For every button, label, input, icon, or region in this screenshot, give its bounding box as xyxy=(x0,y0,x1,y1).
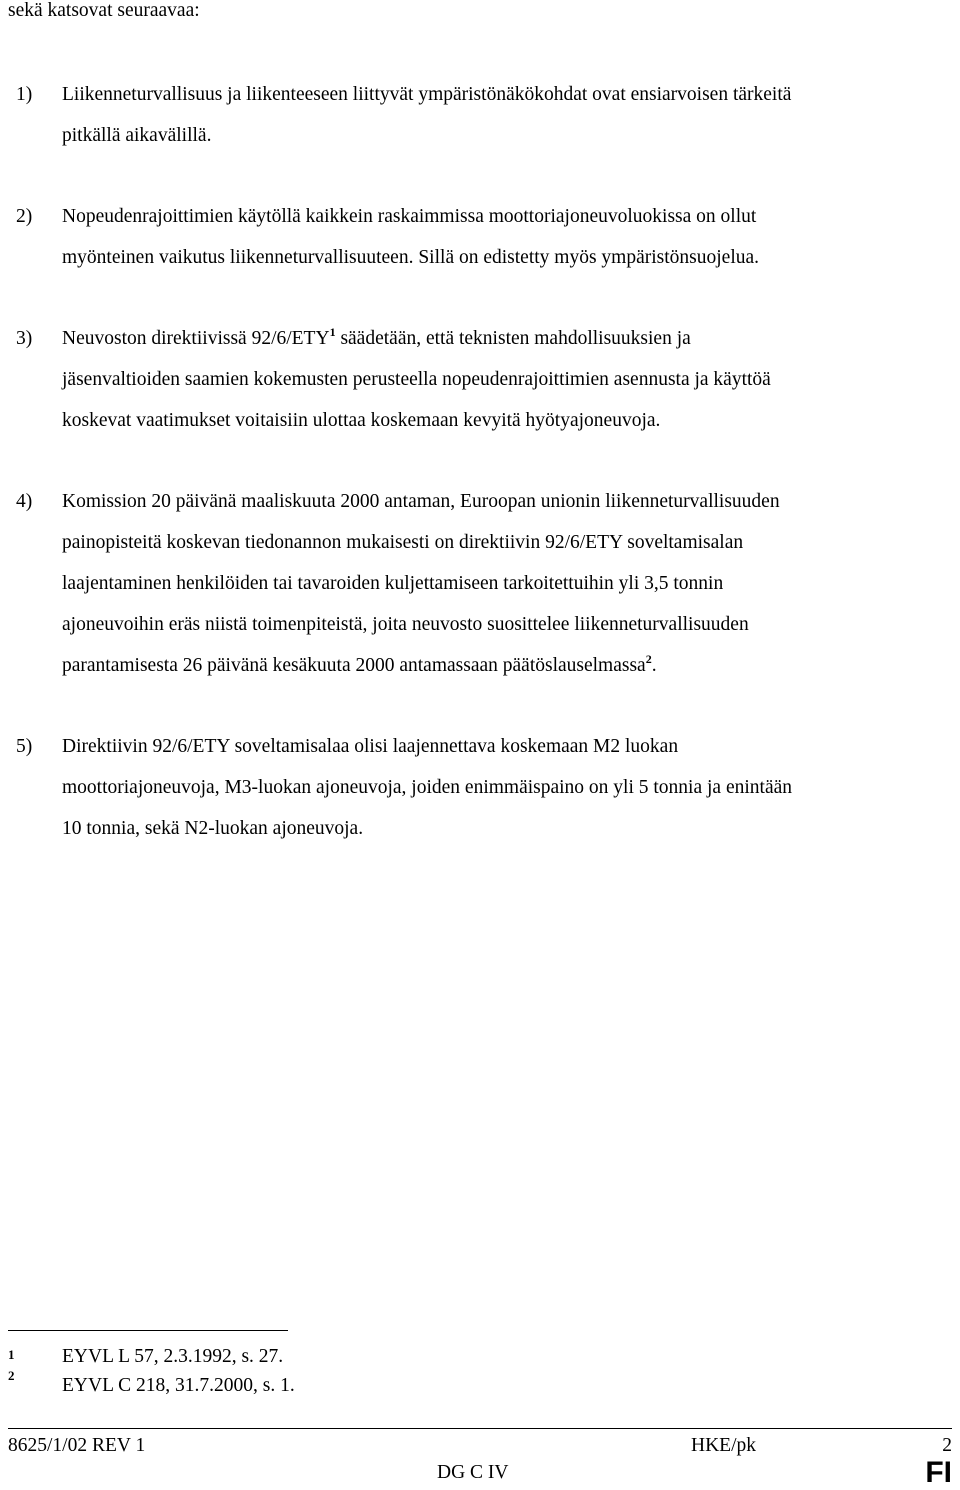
item-line: Nopeudenrajoittimien käytöllä kaikkein raskaimmissa moottoriajoneuvoluokissa on ollut xyxy=(62,206,757,227)
page-number: 2 xyxy=(942,1435,952,1456)
language-code: FI xyxy=(925,1456,952,1489)
document-reference: 8625/1/02 REV 1 xyxy=(8,1435,146,1456)
item-line: ajoneuvoihin eräs niistä toimenpiteistä, joita neuvosto suosittelee liikenneturvallisuuden xyxy=(62,614,749,635)
footnote-separator xyxy=(8,1330,288,1331)
item-line: myönteinen vaikutus liikenneturvallisuuteen. Sillä on edistetty myös ympäristönsuojelua. xyxy=(62,247,760,268)
footnote-2: EYVL C 218, 31.7.2000, s. 1. xyxy=(62,1375,295,1396)
item-number: 3) xyxy=(16,328,33,349)
author-initials: HKE/pk xyxy=(691,1435,756,1456)
item-line: moottoriajoneuvoja, M3-luokan ajoneuvoja, joiden enimmäispaino on yli 5 tonnia ja enintään xyxy=(62,777,793,798)
item-line: pitkällä aikavälillä. xyxy=(62,125,212,146)
list-item-3 xyxy=(8,318,952,441)
directorate-general: DG C IV xyxy=(437,1462,509,1483)
footer-rule xyxy=(8,1428,952,1429)
item-number: 1) xyxy=(16,84,33,105)
item-line: koskevat vaatimukset voitaisiin ulottaa koskemaan kevyitä hyötyajoneuvoja. xyxy=(62,410,661,431)
footnote-ref: 2 xyxy=(645,652,652,666)
item-line: jäsenvaltioiden saamien kokemusten perusteella nopeudenrajoittimien asennusta ja käyttöä xyxy=(62,369,771,390)
item-number: 4) xyxy=(16,491,33,512)
item-line: Direktiivin 92/6/ETY soveltamisalaa olisi laajennettava koskemaan M2 luokan xyxy=(62,736,679,757)
footnote-ref: 1 xyxy=(329,325,336,339)
item-text: . xyxy=(651,655,657,676)
item-line: laajentaminen henkilöiden tai tavaroiden kuljettamiseen tarkoitettuihin yli 3,5 tonnin xyxy=(62,573,724,594)
item-line: Liikenneturvallisuus ja liikenteeseen liittyvät ympäristönäkökohdat ovat ensiarvoisen tärkeitä xyxy=(62,84,792,105)
footnote-1: EYVL L 57, 2.3.1992, s. 27. xyxy=(62,1346,284,1367)
item-text: parantamisesta 26 päivänä kesäkuuta 2000 antamassaan päätöslauselmassa xyxy=(62,655,646,676)
item-line: painopisteitä koskevan tiedonannon mukaisesti on direktiivin 92/6/ETY soveltamisalan xyxy=(62,532,744,553)
footnote-mark-2: 2 xyxy=(8,1368,15,1383)
list-item-1 xyxy=(8,74,952,156)
list-item-4 xyxy=(8,481,952,686)
list-item-2 xyxy=(8,196,952,278)
item-number: 2) xyxy=(16,206,33,227)
item-line xyxy=(62,318,960,359)
item-line: 10 tonnia, sekä N2-luokan ajoneuvoja. xyxy=(62,818,364,839)
item-number: 5) xyxy=(16,736,33,757)
intro-text: sekä katsovat seuraavaa: xyxy=(8,0,200,21)
list-item-5 xyxy=(8,726,952,849)
footnote-mark-1: 1 xyxy=(8,1347,15,1362)
item-line: Komission 20 päivänä maaliskuuta 2000 antaman, Euroopan unionin liikenneturvallisuuden xyxy=(62,491,780,512)
item-text: Neuvoston direktiivissä 92/6/ETY xyxy=(62,328,330,349)
item-text: säädetään, että teknisten mahdollisuuksien ja xyxy=(335,328,691,349)
item-line xyxy=(62,645,960,686)
